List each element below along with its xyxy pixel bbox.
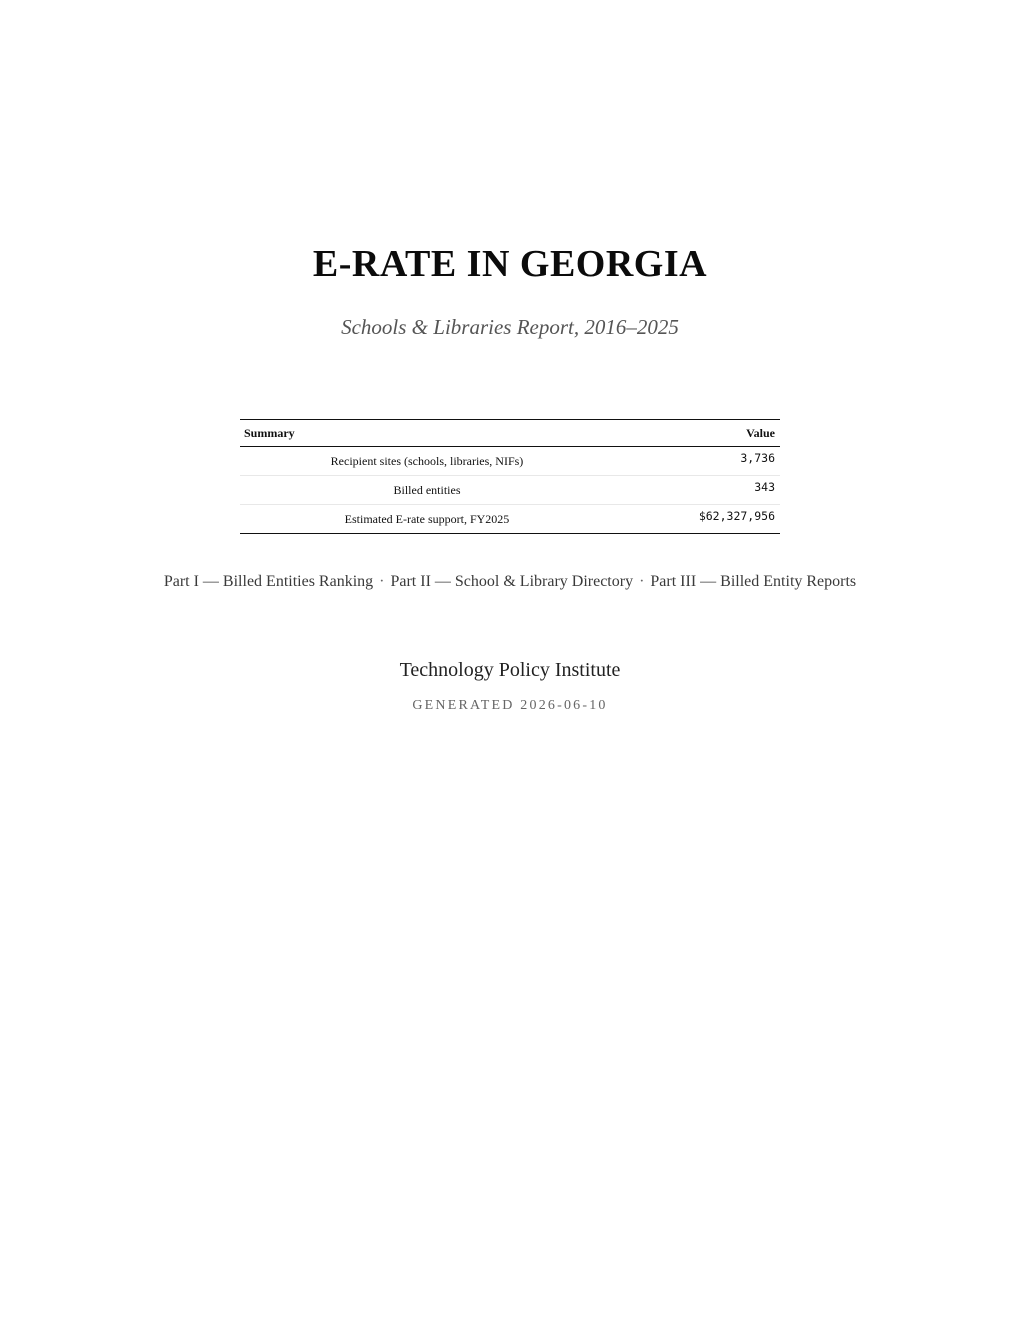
summary-table-header-row xyxy=(240,420,780,447)
summary-header-label: Summary xyxy=(240,420,615,447)
parts-navigation xyxy=(0,570,1020,594)
part-link-3[interactable]: Part III — Billed Entity Reports xyxy=(650,573,857,590)
generated-date: GENERATED 2026-06-10 xyxy=(412,698,608,713)
summary-row-label: Estimated E-rate support, FY2025 xyxy=(240,505,615,534)
summary-row-value: 3,736 xyxy=(740,451,775,465)
parts-separator: · xyxy=(379,573,385,590)
summary-row-label: Billed entities xyxy=(240,476,615,505)
part-link-1[interactable]: Part I — Billed Entities Ranking xyxy=(163,573,374,590)
summary-row-value: $62,327,956 xyxy=(615,505,780,534)
summary-table xyxy=(240,419,780,534)
parts-separator: · xyxy=(639,573,645,590)
part-link-2[interactable]: Part II — School & Library Directory xyxy=(390,573,634,590)
organization-name: Technology Policy Institute xyxy=(399,659,621,681)
summary-row-value: 343 xyxy=(615,476,780,505)
report-title: E-RATE IN GEORGIA xyxy=(312,243,708,285)
summary-header-value: Value xyxy=(615,420,780,447)
table-row xyxy=(240,447,780,476)
table-row xyxy=(240,505,780,534)
summary-row-label: Recipient sites (schools, libraries, NIFs) xyxy=(330,453,524,468)
report-subtitle: Schools & Libraries Report, 2016–2025 xyxy=(341,315,679,339)
table-row xyxy=(240,476,780,505)
